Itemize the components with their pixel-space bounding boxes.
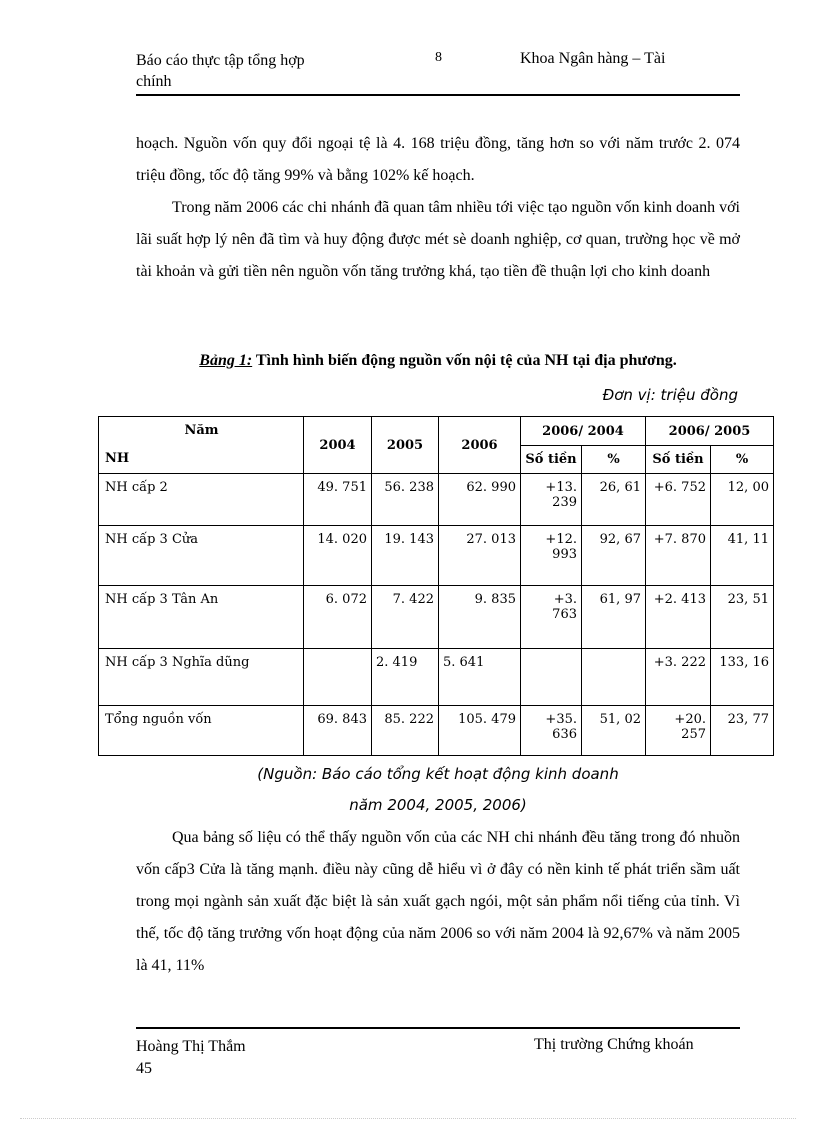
cell-2006: 5. 641 xyxy=(439,649,521,706)
cell-pct-1: 26, 61 xyxy=(582,474,646,526)
cell-2006: 62. 990 xyxy=(439,474,521,526)
table-unit: Đơn vị: triệu đồng xyxy=(602,386,738,404)
cell-diff-2: +2. 413 xyxy=(646,586,711,649)
cell-pct-2: 23, 51 xyxy=(711,586,774,649)
table-row xyxy=(99,649,774,706)
table-source-line1: (Nguồn: Báo cáo tổng kết hoạt động kinh doanh xyxy=(257,765,619,783)
header-title-line2: chính xyxy=(136,73,172,90)
cell-diff-1: +35. 636 xyxy=(521,706,582,756)
cell-pct-2: 41, 11 xyxy=(711,526,774,586)
cell-diff-2: +6. 752 xyxy=(646,474,711,526)
cell-pct-1: 61, 97 xyxy=(582,586,646,649)
cell-2004: 49. 751 xyxy=(304,474,372,526)
table-caption-label: Bảng 1: xyxy=(199,352,253,369)
cell-2006: 27. 013 xyxy=(439,526,521,586)
body-section-1 xyxy=(136,128,740,288)
cell-2006: 9. 835 xyxy=(439,586,521,649)
cell-diff-1: +12. 993 xyxy=(521,526,582,586)
header-nh: NH xyxy=(105,451,130,466)
row-label: NH cấp 3 Tân An xyxy=(99,586,304,649)
header-2005: 2005 xyxy=(372,417,439,474)
capital-table xyxy=(98,416,774,756)
cell-2004: 6. 072 xyxy=(304,586,372,649)
cell-diff-1: +3. 763 xyxy=(521,586,582,649)
cell-2005: 56. 238 xyxy=(372,474,439,526)
cell-diff-1 xyxy=(521,649,582,706)
footer-rule xyxy=(136,1027,740,1029)
row-label: NH cấp 2 xyxy=(99,474,304,526)
header-rule xyxy=(136,94,740,96)
cell-pct-1: 92, 67 xyxy=(582,526,646,586)
header-title-line1: Báo cáo thực tập tổng hợp xyxy=(136,52,305,69)
table-caption-text: Tình hình biến động nguồn vốn nội tệ của NH tại địa phương. xyxy=(252,352,677,369)
paragraph-1: hoạch. Nguồn vốn quy đổi ngoại tệ là 4. 168 triệu đồng, tăng hơn so với năm trước 2. 074 triệu đồng, tốc độ tăng 99% và bằng 102% kế hoạch. xyxy=(136,135,740,184)
row-label: NH cấp 3 Cửa xyxy=(99,526,304,586)
cell-2006: 105. 479 xyxy=(439,706,521,756)
cell-2004: 69. 843 xyxy=(304,706,372,756)
row-label: NH cấp 3 Nghĩa dũng xyxy=(99,649,304,706)
header-title xyxy=(136,50,366,92)
footer-page-number: 45 xyxy=(136,1060,152,1077)
cell-pct-1 xyxy=(582,649,646,706)
cell-pct-1: 51, 02 xyxy=(582,706,646,756)
cell-pct-2: 133, 16 xyxy=(711,649,774,706)
page-number: 8 xyxy=(435,50,442,65)
cell-2004 xyxy=(304,649,372,706)
header-cmp-2006-2004: 2006/ 2004 xyxy=(521,417,646,446)
header-pct-1: % xyxy=(582,446,646,474)
header-corner-cell xyxy=(99,417,304,474)
header-cmp-2006-2005: 2006/ 2005 xyxy=(646,417,774,446)
footer-subject: Thị trường Chứng khoán xyxy=(534,1036,694,1053)
header-nam: Năm xyxy=(184,423,219,438)
table-row xyxy=(99,706,774,756)
cell-2004: 14. 020 xyxy=(304,526,372,586)
cell-diff-2: +20. 257 xyxy=(646,706,711,756)
cell-2005: 2. 419 xyxy=(372,649,439,706)
table-caption xyxy=(136,352,740,370)
table-source-line2: năm 2004, 2005, 2006) xyxy=(349,796,527,814)
paragraph-2: Trong năm 2006 các chi nhánh đã quan tâm nhiều tới việc tạo nguồn vốn kinh doanh với lãi suất hợp lý nên đã tìm và huy động được mét sè doanh nghiệp, cơ quan, trường học về mở tài khoản và gửi tiền nên nguồn vốn tăng trưởng khá, tạo tiền đề thuận lợi cho kinh doanh xyxy=(136,199,740,280)
cell-2005: 7. 422 xyxy=(372,586,439,649)
cell-pct-2: 23, 77 xyxy=(711,706,774,756)
paragraph-3: Qua bảng số liệu có thể thấy nguồn vốn của các NH chi nhánh đều tăng trong đó nhuồn vốn cấp3 Cửa là tăng mạnh. điều này cũng dễ hiểu vì ở đây có nền kinh tế phát triển sầm uất trong mọi ngành sản xuất đặc biệt là sản xuất gạch ngói, một sản phẩm nổi tiếng của tỉnh. Vì thế, tốc độ tăng trưởng vốn hoạt động của năm 2006 so với năm 2004 là 92,67% và năm 2005 là 41, 11% xyxy=(136,829,740,974)
page-bottom-divider xyxy=(20,1118,796,1119)
header-so-tien-2: Số tiền xyxy=(646,446,711,474)
cell-diff-2: +3. 222 xyxy=(646,649,711,706)
header-2006: 2006 xyxy=(439,417,521,474)
table-row xyxy=(99,586,774,649)
body-section-2 xyxy=(136,822,740,982)
header-faculty: Khoa Ngân hàng – Tài xyxy=(520,50,666,67)
cell-diff-2: +7. 870 xyxy=(646,526,711,586)
cell-diff-1: +13. 239 xyxy=(521,474,582,526)
cell-pct-2: 12, 00 xyxy=(711,474,774,526)
row-label: Tổng nguồn vốn xyxy=(99,706,304,756)
table-row xyxy=(99,474,774,526)
table-row xyxy=(99,526,774,586)
cell-2005: 85. 222 xyxy=(372,706,439,756)
footer-author xyxy=(136,1036,246,1080)
header-2004: 2004 xyxy=(304,417,372,474)
header-pct-2: % xyxy=(711,446,774,474)
cell-2005: 19. 143 xyxy=(372,526,439,586)
header-so-tien-1: Số tiền xyxy=(521,446,582,474)
footer-author-name: Hoàng Thị Thắm xyxy=(136,1038,246,1055)
